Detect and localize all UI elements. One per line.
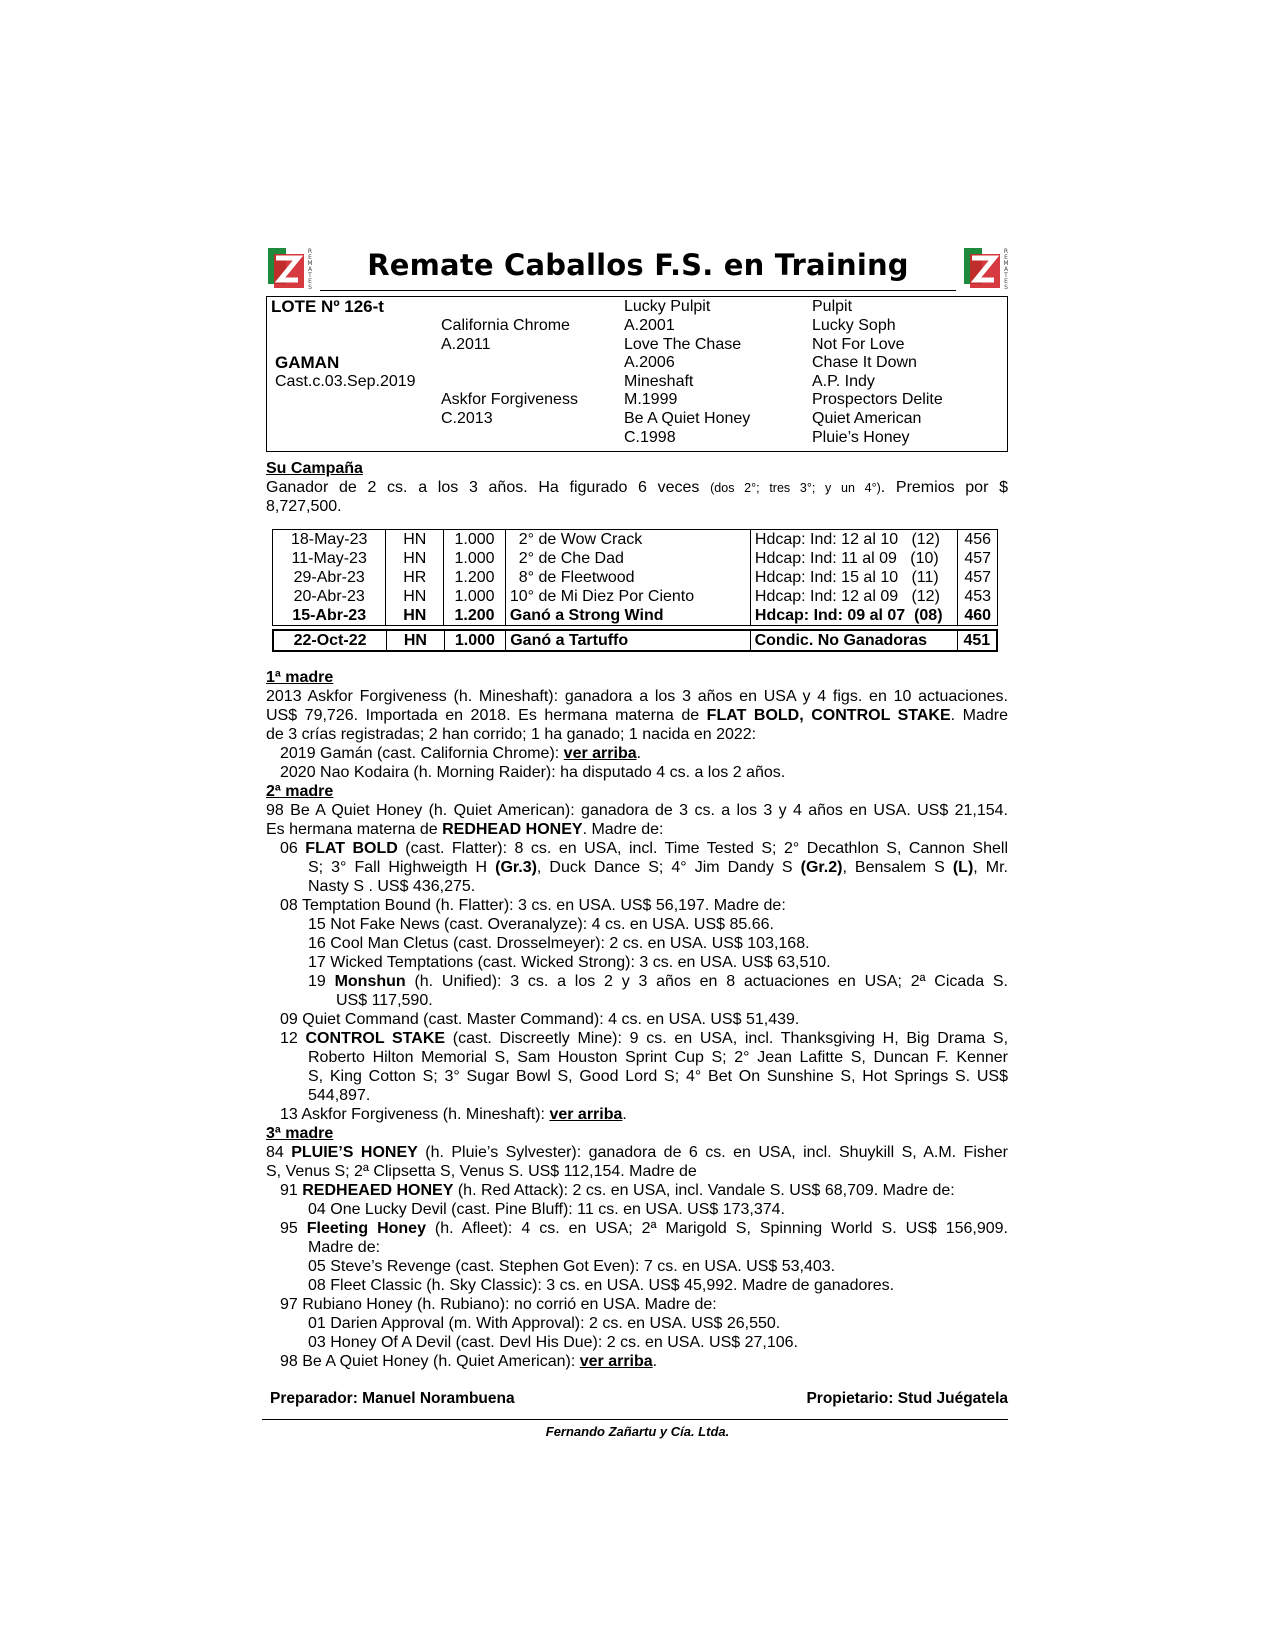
horse-highlight: CONTROL STAKE — [305, 1030, 446, 1047]
race-date: 15-Abr-23 — [273, 606, 386, 626]
race-track: HN — [386, 587, 444, 606]
text-fragment: , Mr. — [973, 859, 1008, 876]
svg-text:R: R — [1003, 248, 1009, 255]
produce-line — [280, 1181, 955, 1200]
grandsire-3: Mineshaft — [624, 373, 694, 390]
race-track: HN — [386, 606, 444, 626]
produce-line — [308, 858, 1008, 877]
grade-label: (Gr.3) — [495, 859, 537, 876]
text-fragment: 2019 Gamán (cast. California Chrome): — [280, 745, 564, 762]
text-fragment: 98 Be A Quiet Honey (h. Quiet American): — [280, 1353, 580, 1370]
first-dam-line: 2013 Askfor Forgiveness (h. Mineshaft): ganadora a los 3 años en USA y 4 figs. en 10 actuaciones. — [266, 688, 1008, 705]
trainer-label: Preparador: Manuel Norambuena — [270, 1390, 515, 1407]
race-result: 2° de Wow Crack — [505, 530, 750, 550]
produce-line: 01 Darien Approval (m. With Approval): 2 cs. en USA. US$ 26,550. — [308, 1315, 781, 1332]
great-grandparent: A.P. Indy — [812, 373, 875, 390]
sibling-names: FLAT BOLD, CONTROL STAKE — [706, 707, 951, 724]
race-date: 20-Abr-23 — [273, 587, 386, 606]
race-weight: 457 — [958, 568, 998, 587]
race-condition: Hdcap: Ind: 12 al 09 (12) — [750, 587, 958, 606]
text-fragment: (h. Unified): 3 cs. a los 2 y 3 años en 8 actuaciones en USA; 2ª Cicada S. — [405, 973, 1008, 990]
text-fragment: US$ 79,726. Importada en 2018. Es hermana materna de — [266, 707, 707, 724]
grandsire-1-info: A.2001 — [624, 317, 675, 334]
table-row — [273, 606, 998, 626]
race-condition: Hdcap: Ind: 15 al 10 (11) — [750, 568, 958, 587]
campaign-text — [266, 478, 1008, 498]
remates-logo-icon — [264, 244, 316, 290]
produce-line — [280, 839, 1008, 858]
race-results-table — [272, 529, 998, 626]
race-condition: Hdcap: Ind: 12 al 10 (12) — [750, 530, 958, 550]
sire-info: A.2011 — [441, 336, 491, 353]
great-grandparent: Prospectors Delite — [812, 391, 943, 408]
produce-line: Roberto Hilton Memorial S, Sam Houston Sprint Cup S; 2° Jean Lafitte S, Duncan F. Kenner — [308, 1049, 1008, 1066]
sire-name: California Chrome — [441, 317, 570, 334]
text-fragment: . — [652, 1353, 658, 1370]
svg-text:E: E — [308, 278, 312, 285]
campaign-text-b: . Premios por $ — [880, 479, 1009, 496]
race-date: 11-May-23 — [273, 549, 386, 568]
produce-line — [280, 1219, 1008, 1238]
produce-line: 97 Rubiano Honey (h. Rubiano): no corrió en USA. Madre de: — [280, 1296, 717, 1313]
produce-line: 03 Honey Of A Devil (cast. Devl His Due): 2 cs. en USA. US$ 27,106. — [308, 1334, 798, 1351]
table-row — [273, 630, 997, 651]
produce-line: Nasty S . US$ 436,275. — [308, 878, 476, 895]
race-track: HN — [387, 630, 445, 651]
race-result: 10° de Mi Diez Por Ciento — [505, 587, 750, 606]
third-dam-title: 3ª madre — [266, 1125, 334, 1142]
text-fragment: 06 — [280, 840, 306, 857]
svg-text:E: E — [1004, 254, 1008, 261]
race-track: HR — [386, 568, 444, 587]
table-row — [273, 549, 998, 568]
text-fragment: 84 — [266, 1144, 292, 1161]
page-title: Remate Caballos F.S. en Training — [367, 248, 909, 282]
grandsire-3-info: M.1999 — [624, 391, 678, 408]
race-distance: 1.200 — [444, 606, 506, 626]
dam-name: Askfor Forgiveness — [441, 391, 578, 408]
text-fragment: 95 — [280, 1220, 307, 1237]
produce-line: US$ 117,590. — [336, 992, 433, 1009]
produce-line: 544,897. — [308, 1087, 371, 1104]
svg-text:E: E — [308, 254, 312, 261]
race-condition: Hdcap: Ind: 09 al 07 (08) — [750, 606, 958, 626]
sibling-names: REDHEAD HONEY — [442, 821, 583, 838]
table-row — [273, 530, 998, 550]
race-track: HN — [386, 549, 444, 568]
second-dam-line: 98 Be A Quiet Honey (h. Quiet American): ganadora de 3 cs. a los 3 y 4 años en USA. US$ 21,154. — [266, 802, 1008, 819]
produce-line: Madre de: — [308, 1239, 381, 1256]
race-distance: 1.000 — [444, 630, 506, 651]
svg-text:A: A — [1003, 266, 1009, 273]
race-distance: 1.200 — [444, 568, 506, 587]
grandsire-1: Lucky Pulpit — [624, 298, 711, 315]
produce-line — [280, 1105, 627, 1124]
dam-info: C.2013 — [441, 410, 493, 427]
race-distance: 1.000 — [444, 587, 506, 606]
horse-highlight: Fleeting Honey — [306, 1220, 426, 1237]
lot-number: LOTE Nº 126-t — [271, 297, 384, 316]
great-grandparent: Quiet American — [812, 410, 922, 427]
race-distance: 1.000 — [444, 530, 506, 550]
produce-line: 09 Quiet Command (cast. Master Command): 4 cs. en USA. US$ 51,439. — [280, 1011, 800, 1028]
campaign-title: Su Campaña — [266, 460, 363, 477]
svg-text:R: R — [307, 248, 313, 255]
svg-text:T: T — [308, 272, 312, 279]
text-fragment: 13 Askfor Forgiveness (h. Mineshaft): — [280, 1106, 550, 1123]
great-grandparent: Pluie’s Honey — [812, 429, 910, 446]
grandsire-2: Love The Chase — [624, 336, 742, 353]
text-fragment: . — [636, 745, 642, 762]
second-dam-line — [266, 820, 664, 839]
see-above-link[interactable]: ver arriba — [579, 1353, 653, 1370]
text-fragment: 91 — [280, 1182, 303, 1199]
third-dam-line — [266, 1143, 1008, 1162]
first-dam-line — [266, 706, 1008, 725]
horse-info: Cast.c.03.Sep.2019 — [275, 373, 416, 390]
pedigree-box — [266, 296, 1008, 452]
company-name: Fernando Zañartu y Cía. Ltda. — [545, 1424, 730, 1439]
race-result: Ganó a Tartuffo — [506, 630, 750, 651]
first-dam-produce: 2020 Nao Kodaira (h. Morning Raider): ha disputado 4 cs. a los 2 años. — [280, 764, 786, 781]
svg-text:S: S — [308, 284, 312, 290]
text-fragment: (cast. Discreetly Mine): 9 cs. en USA, incl. Thanksgiving H, Big Drama S, — [445, 1030, 1009, 1047]
produce-line — [280, 1029, 1008, 1048]
svg-text:M: M — [307, 260, 313, 267]
text-fragment: . Madre de: — [582, 821, 664, 838]
produce-line: 08 Fleet Classic (h. Sky Classic): 3 cs. en USA. US$ 45,992. Madre de ganadores. — [308, 1277, 895, 1294]
first-dam-produce — [280, 744, 641, 763]
race-weight: 456 — [958, 530, 998, 550]
horse-highlight: PLUIE’S HONEY — [291, 1144, 418, 1161]
first-dam-line: de 3 crías registradas; 2 han corrido; 1 ha ganado; 1 nacida en 2022: — [266, 726, 757, 743]
produce-line — [280, 1352, 657, 1371]
text-fragment: , Bensalem S — [842, 859, 953, 876]
text-fragment: (cast. Flatter): 8 cs. en USA, incl. Time Tested S; 2° Decathlon S, Cannon Shell — [397, 840, 1009, 857]
horse-name: GAMAN — [275, 353, 340, 372]
produce-line: 16 Cool Man Cletus (cast. Drosselmeyer): 2 cs. en USA. US$ 103,168. — [308, 935, 810, 952]
text-fragment: (h. Red Attack): 2 cs. en USA, incl. Vandale S. US$ 68,709. Madre de: — [453, 1182, 955, 1199]
svg-text:E: E — [1004, 278, 1008, 285]
svg-text:A: A — [307, 266, 313, 273]
svg-text:S: S — [1004, 284, 1008, 290]
produce-line: 04 One Lucky Devil (cast. Pine Bluff): 11 cs. en USA. US$ 173,374. — [308, 1201, 785, 1218]
great-grandparent: Lucky Soph — [812, 317, 896, 334]
produce-line — [308, 972, 1008, 991]
title-rule — [320, 244, 956, 291]
first-dam-title: 1ª madre — [266, 669, 334, 686]
produce-line: S, King Cotton S; 3° Sugar Bowl S, Good Lord S; 4° Bet On Sunshine S, Hot Springs S. US$ — [308, 1068, 1008, 1085]
horse-highlight: FLAT BOLD — [305, 840, 398, 857]
text-fragment: S; 3° Fall Highweigth H — [308, 859, 496, 876]
race-date: 22-Oct-22 — [273, 630, 387, 651]
grandsire-2-info: A.2006 — [624, 354, 675, 371]
previous-season-table — [272, 629, 998, 652]
race-condition: Condic. No Ganadoras — [750, 630, 957, 651]
campaign-text-a: Ganador de 2 cs. a los 3 años. Ha figurado 6 veces — [266, 479, 700, 496]
horse-highlight: REDHEAED HONEY — [302, 1182, 454, 1199]
race-track: HN — [386, 530, 444, 550]
owner-label: Propietario: Stud Juégatela — [806, 1390, 1008, 1407]
race-result: 2° de Che Dad — [505, 549, 750, 568]
campaign-prize: 8,727,500. — [266, 498, 342, 515]
produce-line: 15 Not Fake News (cast. Overanalyze): 4 cs. en USA. US$ 85.66. — [308, 916, 774, 933]
svg-text:T: T — [1004, 272, 1008, 279]
great-grandparent: Chase It Down — [812, 354, 917, 371]
text-fragment: Es hermana materna de — [266, 821, 443, 838]
page-header — [264, 244, 1012, 292]
text-fragment: 12 — [280, 1030, 306, 1047]
second-dam-title: 2ª madre — [266, 783, 334, 800]
see-above-link[interactable]: ver arriba — [563, 745, 637, 762]
see-above-link[interactable]: ver arriba — [549, 1106, 623, 1123]
text-fragment: (h. Pluie’s Sylvester): ganadora de 6 cs. en USA, incl. Shuykill S, A.M. Fisher — [417, 1144, 1009, 1161]
table-row — [273, 568, 998, 587]
race-result: Ganó a Strong Wind — [505, 606, 750, 626]
race-result: 8° de Fleetwood — [505, 568, 750, 587]
race-weight: 457 — [958, 549, 998, 568]
race-date: 29-Abr-23 — [273, 568, 386, 587]
remates-logo-icon — [960, 244, 1012, 290]
svg-text:M: M — [1003, 260, 1009, 267]
race-weight: 451 — [957, 630, 997, 651]
race-condition: Hdcap: Ind: 11 al 09 (10) — [750, 549, 958, 568]
text-fragment: . Madre — [950, 707, 1009, 724]
race-distance: 1.000 — [444, 549, 506, 568]
race-weight: 460 — [958, 606, 998, 626]
third-dam-line: S, Venus S; 2ª Clipsetta S, Venus S. US$ 112,154. Madre de — [266, 1163, 697, 1180]
text-fragment: . — [622, 1106, 627, 1123]
grandsire-4-info: C.1998 — [624, 429, 676, 446]
table-row — [273, 587, 998, 606]
great-grandparent: Pulpit — [812, 298, 853, 315]
footer-divider — [262, 1419, 1008, 1420]
grade-label: (Gr.2) — [800, 859, 843, 876]
produce-line: 08 Temptation Bound (h. Flatter): 3 cs. en USA. US$ 56,197. Madre de: — [280, 897, 786, 914]
text-fragment: , Duck Dance S; 4° Jim Dandy S — [536, 859, 801, 876]
text-fragment: (h. Afleet): 4 cs. en USA; 2ª Marigold S, Spinning World S. US$ 156,909. — [425, 1220, 1008, 1237]
campaign-placings: (dos 2°; tres 3°; y un 4°) — [710, 481, 881, 495]
grade-label: (L) — [952, 859, 974, 876]
produce-line: 05 Steve’s Revenge (cast. Stephen Got Even): 7 cs. en USA. US$ 53,403. — [308, 1258, 836, 1275]
text-fragment: 19 — [308, 973, 335, 990]
race-date: 18-May-23 — [273, 530, 386, 550]
grandsire-4: Be A Quiet Honey — [624, 410, 751, 427]
great-grandparent: Not For Love — [812, 336, 905, 353]
produce-line: 17 Wicked Temptations (cast. Wicked Strong): 3 cs. en USA. US$ 63,510. — [308, 954, 831, 971]
race-weight: 453 — [958, 587, 998, 606]
horse-highlight: Monshun — [334, 973, 406, 990]
